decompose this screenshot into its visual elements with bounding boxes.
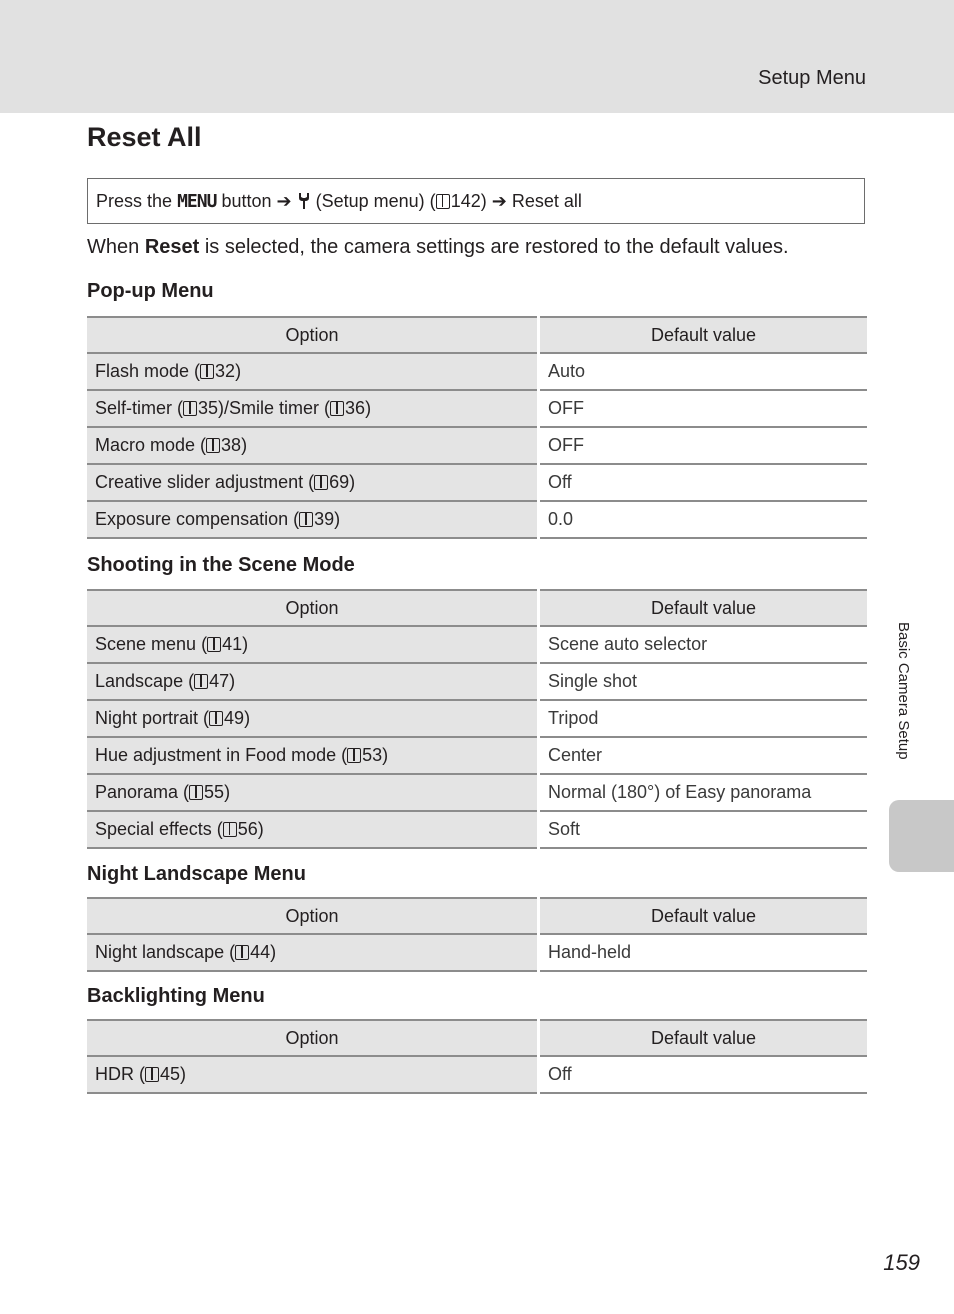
table-row: [87, 774, 867, 811]
table-row: [87, 811, 867, 848]
option-cell: [87, 774, 539, 811]
page-ref-icon: [200, 364, 214, 379]
value-cell: OFF: [539, 427, 868, 464]
value-cell: Auto: [539, 353, 868, 390]
table-row: [87, 501, 867, 538]
page-ref-icon: [189, 785, 203, 800]
option-cell: [87, 1056, 539, 1093]
wrench-icon: [297, 192, 311, 210]
value-cell: OFF: [539, 390, 868, 427]
side-tab: [889, 800, 954, 872]
defaults-table: [87, 589, 867, 849]
table-row: [87, 353, 867, 390]
table-row: [87, 390, 867, 427]
section-label: Setup Menu: [758, 67, 866, 89]
value-cell: Scene auto selector: [539, 626, 868, 663]
page-ref-icon: [299, 512, 313, 527]
option-cell: [87, 626, 539, 663]
column-header-option: Option: [87, 1020, 539, 1056]
table-header-row: [87, 1020, 867, 1056]
table-row: [87, 1056, 867, 1093]
page-ref-icon: [436, 194, 450, 209]
option-text: Night landscape (: [95, 942, 236, 962]
table-row: [87, 464, 867, 501]
page-ref: 44): [250, 942, 277, 962]
page-number: 159: [883, 1250, 920, 1275]
nav-setup-ref: 142): [450, 190, 487, 211]
option-cell: [87, 737, 539, 774]
nav-setup-text: (Setup menu) (: [315, 190, 436, 211]
table-row: [87, 700, 867, 737]
option-text: Night portrait (: [95, 708, 210, 728]
intro-after: is selected, the camera settings are restored to the default values.: [204, 236, 789, 258]
page-ref-icon: [235, 945, 249, 960]
option-text: Creative slider adjustment (: [95, 472, 315, 492]
value-cell: Center: [539, 737, 868, 774]
column-header-default: Default value: [539, 898, 868, 934]
option-cell: [87, 811, 539, 848]
page-ref-icon: [209, 711, 223, 726]
option-text: Hue adjustment in Food mode (: [95, 745, 348, 765]
table-header-row: [87, 898, 867, 934]
column-header-default: Default value: [539, 1020, 868, 1056]
nav-button-word: button: [221, 190, 272, 211]
defaults-table: [87, 897, 867, 972]
page-ref-icon: [194, 674, 208, 689]
header-band: [0, 0, 954, 113]
defaults-table: [87, 316, 867, 539]
value-cell: Soft: [539, 811, 868, 848]
value-cell: Single shot: [539, 663, 868, 700]
option-text: HDR (: [95, 1064, 145, 1084]
option-cell: [87, 663, 539, 700]
option-cell: [87, 464, 539, 501]
option-text: Scene menu (: [95, 634, 208, 654]
page-ref: 39): [314, 509, 341, 529]
option-text: Landscape (: [95, 671, 195, 691]
page-ref: 36): [345, 398, 372, 418]
page-ref: 53): [362, 745, 389, 765]
nav-reset-text: Reset all: [511, 190, 582, 211]
value-cell: Off: [539, 464, 868, 501]
page-ref: 69): [329, 472, 356, 492]
option-text: Panorama (: [95, 782, 190, 802]
arrow-right-icon: ➔: [491, 190, 507, 211]
table-header-row: [87, 590, 867, 626]
option-text: Exposure compensation (: [95, 509, 300, 529]
option-cell: [87, 501, 539, 538]
section-heading: Pop-up Menu: [87, 280, 214, 302]
column-header-option: Option: [87, 898, 539, 934]
page-ref-icon: [330, 401, 344, 416]
page-ref: 47): [209, 671, 236, 691]
option-text: Flash mode (: [95, 361, 201, 381]
page-ref-icon: [314, 475, 328, 490]
page-ref: 55): [204, 782, 231, 802]
section-heading: Night Landscape Menu: [87, 863, 306, 885]
option-cell: [87, 353, 539, 390]
page-ref-icon: [183, 401, 197, 416]
value-cell: 0.0: [539, 501, 868, 538]
column-header-default: Default value: [539, 317, 868, 353]
option-text: Self-timer (: [95, 398, 184, 418]
page-ref: 56): [237, 819, 264, 839]
page-ref-icon: [223, 822, 237, 837]
page-ref-icon: [347, 748, 361, 763]
defaults-table: [87, 1019, 867, 1094]
navigation-path: [87, 178, 865, 224]
intro-text: [87, 236, 789, 259]
value-cell: Normal (180°) of Easy panorama: [539, 774, 868, 811]
page-ref-icon: [145, 1067, 159, 1082]
table-header-row: [87, 317, 867, 353]
column-header-option: Option: [87, 590, 539, 626]
option-cell: [87, 390, 539, 427]
value-cell: Tripod: [539, 700, 868, 737]
table-row: [87, 934, 867, 971]
column-header-default: Default value: [539, 590, 868, 626]
option-text: Macro mode (: [95, 435, 207, 455]
table-row: [87, 663, 867, 700]
option-cell: [87, 427, 539, 464]
side-tab-label: Basic Camera Setup: [895, 622, 912, 760]
section-heading: Backlighting Menu: [87, 985, 265, 1007]
page-ref-icon: [206, 438, 220, 453]
page-ref: 41): [222, 634, 249, 654]
table-row: [87, 427, 867, 464]
option-cell: [87, 700, 539, 737]
option-text: Special effects (: [95, 819, 223, 839]
page-ref: 45): [160, 1064, 187, 1084]
table-row: [87, 626, 867, 663]
page-ref: 32): [215, 361, 242, 381]
page-ref-icon: [207, 637, 221, 652]
value-cell: Off: [539, 1056, 868, 1093]
intro-bold: Reset: [144, 236, 200, 258]
option-cell: [87, 934, 539, 971]
menu-button-label: MENU: [177, 190, 217, 212]
nav-press-text: Press the: [96, 190, 173, 211]
value-cell: Hand-held: [539, 934, 868, 971]
page-ref: 49): [224, 708, 251, 728]
intro-before: When: [87, 236, 140, 258]
arrow-right-icon: ➔: [276, 190, 292, 211]
section-heading: Shooting in the Scene Mode: [87, 554, 355, 576]
column-header-option: Option: [87, 317, 539, 353]
page-ref: 35)/Smile timer (: [198, 398, 331, 418]
page-title: Reset All: [87, 122, 202, 152]
table-row: [87, 737, 867, 774]
page-ref: 38): [221, 435, 248, 455]
